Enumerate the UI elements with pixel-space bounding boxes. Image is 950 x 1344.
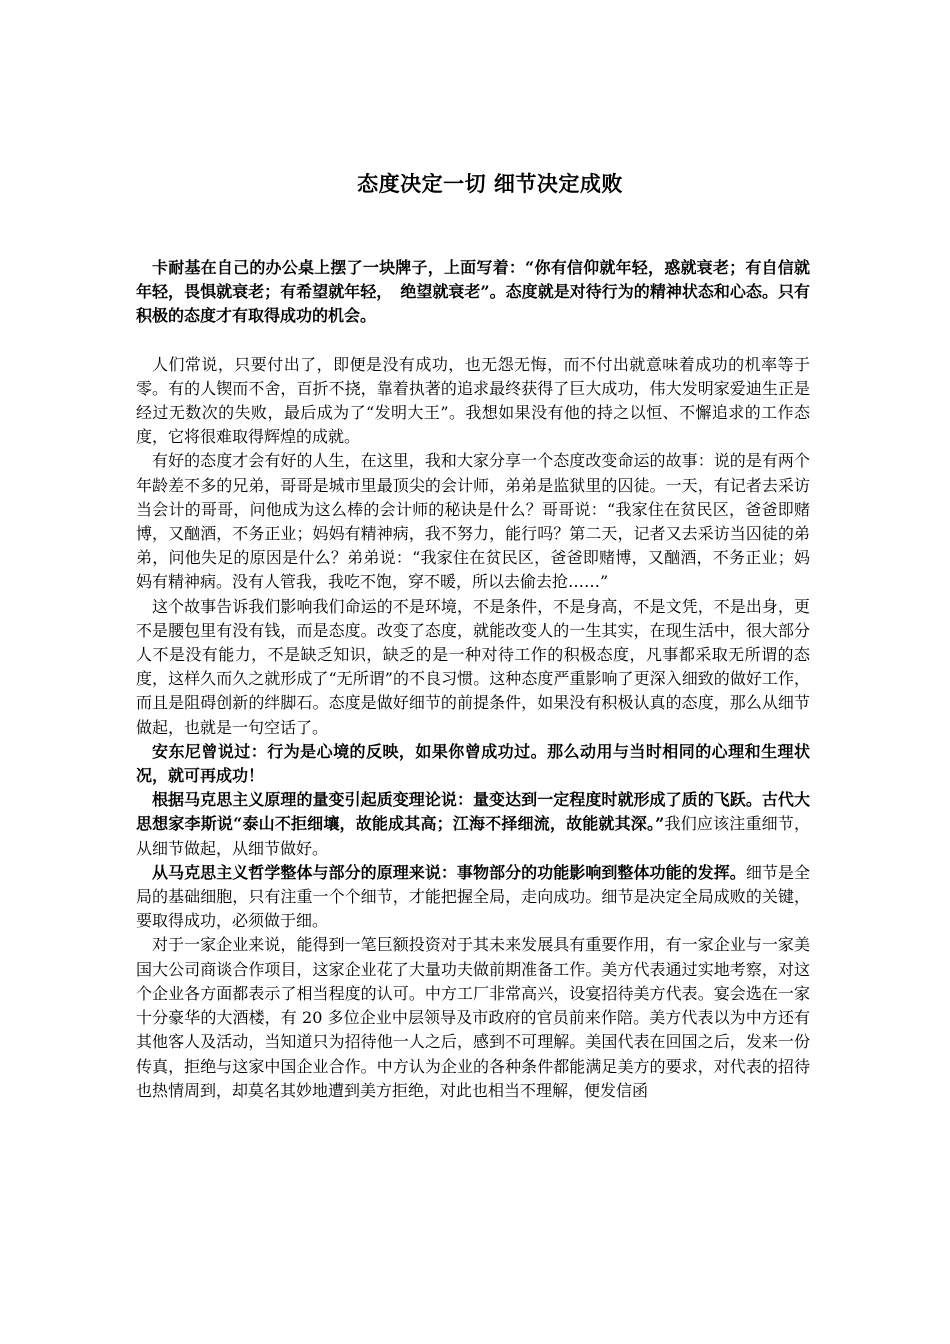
paragraph-3	[136, 449, 810, 594]
paragraph-5-bold: 安东尼曾说过：行为是心境的反映，如果你曾成功过。那么动用与当时相同的心理和生理状况，就可再成功！	[136, 741, 810, 786]
paragraph-4	[136, 595, 810, 740]
paragraph-1-bold: 卡耐基在自己的办公桌上摆了一块牌子，上面写着：“你有信仰就年轻，惑就衰老；有自信就年轻，畏惧就衰老；有希望就年轻， 绝望就衰老”。态度就是对待行为的精神状态和心态。只有积极的态度才有取得成功的机会。	[136, 258, 810, 326]
paragraph-6-text: 我们应该注重细节，从细节做起，从细节做好。	[136, 814, 810, 858]
paragraph-1	[136, 256, 810, 329]
paragraph-4-text: 这个故事告诉我们影响我们命运的不是环境，不是条件，不是身高，不是文凭，不是出身，更不是腰包里有没有钱，而是态度。改变了态度，就能改变人的一生其实，在现生活中，很大部分人不是没有能力，不是缺乏知识，缺乏的是一种对待工作的积极态度，凡事都采取无所谓的态度，这样久而久之就形成了“无所谓”的不良习惯。这种态度严重影响了更深入细致的做好工作，而且是阻碍创新的绊脚石。态度是做好细节的前提条件，如果没有积极认真的态度，那么从细节做起，也就是一句空话了。	[136, 596, 810, 737]
paragraph-7	[136, 861, 810, 934]
paragraph-8-text: 对于一家企业来说，能得到一笔巨额投资对于其未来发展具有重要作用，有一家企业与一家美国大公司商谈合作项目，这家企业花了大量功夫做前期准备工作。美方代表通过实地考察，对这个企业各方面都表示了相当程度的认可。中方工厂非常高兴，设宴招待美方代表。宴会选在一家十分豪华的大酒楼，有 20 多位企业中层领导及市政府的官员前来作陪。美方代表以为中方还有其他客人及活动，当知道只为招待他一人之后，感到不可理解。美国代表在回国之后，发来一份传真，拒绝与这家中国企业合作。中方认为企业的各种条件都能满足美方的要求，对代表的招待也热情周到，却莫名其妙地遭到美方拒绝，对此也相当不理解，便发信函	[136, 935, 810, 1100]
document-title: 态度决定一切 细节决定成败	[357, 172, 623, 196]
paragraph-5	[136, 740, 810, 788]
paragraph-6	[136, 788, 810, 861]
paragraph-2	[136, 353, 810, 450]
paragraph-3-text: 有好的态度才会有好的人生，在这里，我和大家分享一个态度改变命运的故事：说的是有两个年龄差不多的兄弟，哥哥是城市里最顶尖的会计师，弟弟是监狱里的囚徒。一天，有记者去采访当会计的哥哥，问他成为这么棒的会计师的秘诀是什么？哥哥说：“我家住在贫民区，爸爸即赌博，又酗酒，不务正业；妈妈有精神病，我不努力，能行吗？第二天，记者又去采访当囚徒的弟弟，问他失足的原因是什么？弟弟说：“我家住在贫民区，爸爸即赌博，又酗酒，不务正业；妈妈有精神病。没有人管我，我吃不饱，穿不暖，所以去偷去抢……”	[136, 451, 810, 592]
document-body	[136, 256, 810, 1103]
paragraph-6-bold: 根据马克思主义原理的量变引起质变理论说：量变达到一定程度时就形成了质的飞跃。古代大思想家李斯说“泰山不拒细壤，故能成其高；江海不择细流，故能就其深。”	[136, 790, 810, 834]
paragraph-7-text: 细节是全局的基础细胞，只有注重一个个细节，才能把握全局，走向成功。细节是决定全局成败的关键，要取得成功，必须做于细。	[136, 862, 810, 931]
paragraph-7-bold: 从马克思主义哲学整体与部分的原理来说：事物部分的功能影响到整体功能的发挥。	[152, 862, 746, 882]
paragraph-2-text: 人们常说，只要付出了，即便是没有成功，也无怨无悔，而不付出就意味着成功的机率等于零。有的人锲而不舍，百折不挠，靠着执著的追求最终获得了巨大成功，伟大发明家爱迪生正是经过无数次的失败，最后成为了“发明大王”。我想如果没有他的持之以恒、不懈追求的工作态度，它将很难取得辉煌的成就。	[136, 354, 810, 447]
paragraph-8	[136, 933, 810, 1102]
